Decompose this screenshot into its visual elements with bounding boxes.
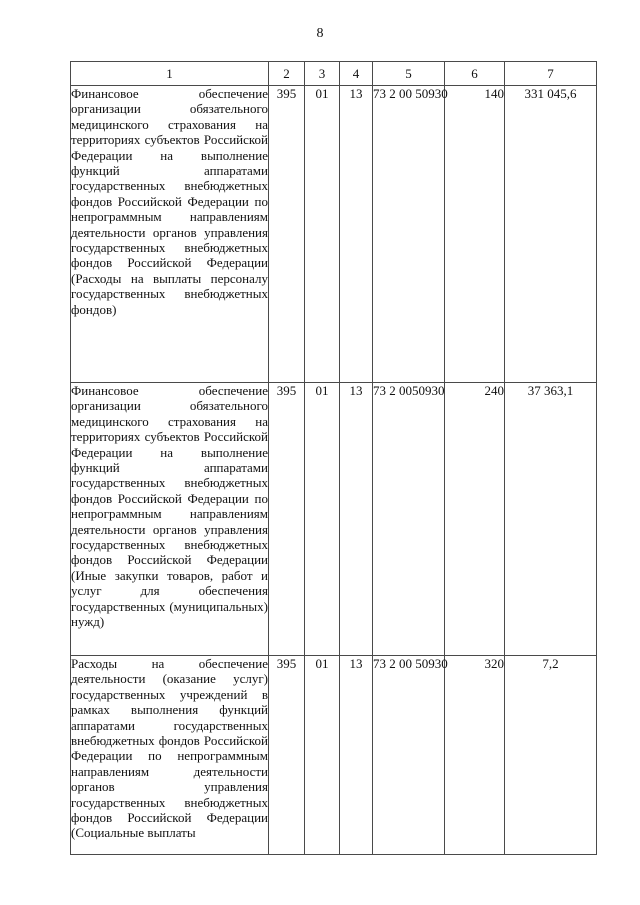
expense-type-cell: 320 bbox=[445, 656, 505, 855]
expense-name-cell: Финансовое обеспечение организации обязательного медицинского страхования на территориях субъектов Российской Федерации на выполнение функций аппаратами государственных внебюджетных фондов Российской Федерации по непрограммным направлениям деятельности органов управления государственных внебюджетных фондов Российской Федерации (Иные закупки товаров, работ и услуг для обеспечения государственных (муниципальных) нужд) bbox=[71, 383, 269, 656]
table-header-row bbox=[71, 62, 597, 86]
grbs-code-cell: 395 bbox=[269, 383, 305, 656]
column-header-5: 5 bbox=[373, 62, 445, 86]
table-row bbox=[71, 383, 597, 656]
budget-table bbox=[70, 61, 597, 855]
target-article-cell: 73 2 00 50930 bbox=[373, 656, 445, 855]
expense-name-cell: Финансовое обеспечение организации обязательного медицинского страхования на территориях субъектов Российской Федерации на выполнение функций аппаратами государственных внебюджетных фондов Российской Федерации по непрограммным направлениям деятельности органов управления государственных внебюджетных фондов Российской Федерации (Расходы на выплаты персоналу государственных внебюджетных фондов) bbox=[71, 86, 269, 383]
grbs-code-cell: 395 bbox=[269, 86, 305, 383]
amount-cell: 7,2 bbox=[505, 656, 597, 855]
subsection-code-cell: 13 bbox=[340, 383, 373, 656]
table-row bbox=[71, 86, 597, 383]
column-header-3: 3 bbox=[305, 62, 340, 86]
section-code-cell: 01 bbox=[305, 656, 340, 855]
section-code-cell: 01 bbox=[305, 86, 340, 383]
subsection-code-cell: 13 bbox=[340, 656, 373, 855]
target-article-cell: 73 2 00 50930 bbox=[373, 86, 445, 383]
amount-cell: 331 045,6 bbox=[505, 86, 597, 383]
grbs-code-cell: 395 bbox=[269, 656, 305, 855]
subsection-code-cell: 13 bbox=[340, 86, 373, 383]
expense-type-cell: 140 bbox=[445, 86, 505, 383]
column-header-7: 7 bbox=[505, 62, 597, 86]
column-header-6: 6 bbox=[445, 62, 505, 86]
column-header-2: 2 bbox=[269, 62, 305, 86]
page-number: 8 bbox=[316, 26, 324, 41]
table-row bbox=[71, 656, 597, 855]
expense-name-cell: Расходы на обеспечение деятельности (оказание услуг) государственных учреждений в рамках выполнения функций аппаратами государственных внебюджетных фондов Российской Федерации по непрограммным направлениям деятельности органов управления государственных внебюджетных фондов Российской Федерации (Социальные выплаты bbox=[71, 656, 269, 855]
column-header-4: 4 bbox=[340, 62, 373, 86]
amount-cell: 37 363,1 bbox=[505, 383, 597, 656]
column-header-1: 1 bbox=[71, 62, 269, 86]
expense-type-cell: 240 bbox=[445, 383, 505, 656]
section-code-cell: 01 bbox=[305, 383, 340, 656]
target-article-cell: 73 2 0050930 bbox=[373, 383, 445, 656]
